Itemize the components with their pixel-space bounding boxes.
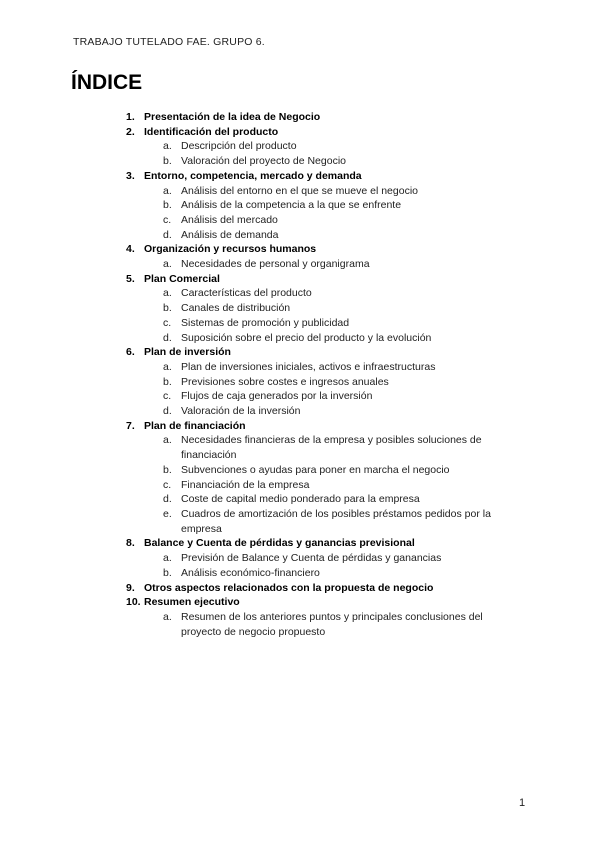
toc-section-title: Plan de inversión xyxy=(144,346,231,359)
toc-section xyxy=(0,595,600,610)
toc-section-title: Plan Comercial xyxy=(144,272,220,285)
toc-subitem xyxy=(0,184,600,199)
toc-subitem xyxy=(0,463,600,478)
toc-subitem-text: Análisis del mercado xyxy=(181,213,278,226)
toc-subitem xyxy=(0,301,600,316)
toc-subitem-letter: c. xyxy=(163,390,172,403)
toc-subitem-letter: d. xyxy=(163,228,172,241)
toc-section xyxy=(0,110,600,125)
toc-subitem xyxy=(0,551,600,566)
toc-section-number: 6. xyxy=(126,346,135,359)
toc-subitem-letter: a. xyxy=(163,184,172,197)
toc-subitem-text: Financiación de la empresa xyxy=(181,478,310,491)
toc-subitem-letter: b. xyxy=(163,155,172,168)
toc-section-title: Entorno, competencia, mercado y demanda xyxy=(144,169,362,182)
toc-subitem xyxy=(0,213,600,228)
toc-section-number: 8. xyxy=(126,537,135,550)
toc-subitem-letter: b. xyxy=(163,302,172,315)
toc-subitem xyxy=(0,389,600,404)
toc-subitem xyxy=(0,139,600,154)
toc-subitem-text: Flujos de caja generados por la inversión xyxy=(181,390,373,403)
page-number: 1 xyxy=(519,797,526,809)
toc-section-title: Balance y Cuenta de pérdidas y ganancias previsional xyxy=(144,537,415,550)
toc-subitem xyxy=(0,404,600,419)
toc-section-title: Otros aspectos relacionados con la propuesta de negocio xyxy=(144,581,434,594)
toc-subitem xyxy=(0,360,600,375)
toc-section-title: Presentación de la idea de Negocio xyxy=(144,111,321,123)
toc-section-number: 4. xyxy=(126,243,135,256)
toc-subitem-letter: d. xyxy=(163,331,172,344)
toc-subitem-text: Análisis del entorno en el que se mueve el negocio xyxy=(181,184,418,197)
toc-subitem-letter: a. xyxy=(163,140,172,153)
toc-subitem-text: Plan de inversiones iniciales, activos e infraestructuras xyxy=(181,360,436,373)
toc-subitem-text: Análisis económico-financiero xyxy=(181,566,320,579)
toc-subitem-letter: a. xyxy=(163,552,172,565)
toc-subitem-text: Necesidades financieras de la empresa y posibles soluciones de financiación xyxy=(181,434,482,462)
toc-subitem xyxy=(0,154,600,169)
toc-section-title: Organización y recursos humanos xyxy=(144,243,317,256)
toc-subitem-text: Valoración de la inversión xyxy=(181,405,301,418)
toc-subitem xyxy=(0,433,600,462)
toc-subitem xyxy=(0,375,600,390)
toc-section xyxy=(0,242,600,257)
toc-subitem xyxy=(0,198,600,213)
toc-subitem xyxy=(0,507,600,536)
toc-subitem-text: Canales de distribución xyxy=(181,302,291,315)
toc-section xyxy=(0,419,600,434)
toc-section xyxy=(0,272,600,287)
toc-subitem xyxy=(0,286,600,301)
toc-subitem-text: Características del producto xyxy=(181,287,312,300)
toc-subitem-letter: b. xyxy=(163,375,172,388)
toc-subitem-letter: c. xyxy=(163,213,172,226)
toc-subitem-letter: b. xyxy=(163,199,172,212)
toc-subitem-text: Previsiones sobre costes e ingresos anuales xyxy=(181,375,389,388)
toc-section xyxy=(0,581,600,596)
toc-subitem xyxy=(0,228,600,243)
toc-subitem-text: Necesidades de personal y organigrama xyxy=(181,258,370,271)
toc-subitem xyxy=(0,257,600,272)
toc-subitem-text: Análisis de la competencia a la que se enfrente xyxy=(181,199,402,212)
toc-subitem-text: Valoración del proyecto de Negocio xyxy=(181,155,346,168)
toc-section-number: 2. xyxy=(126,125,135,138)
toc-section xyxy=(0,536,600,551)
toc-subitem-letter: c. xyxy=(163,316,172,329)
toc-subitem xyxy=(0,610,600,639)
toc-subitem-letter: a. xyxy=(163,610,172,623)
toc-subitem-text: Análisis de demanda xyxy=(181,228,279,241)
toc-section-title: Identificación del producto xyxy=(144,125,279,138)
page-header: TRABAJO TUTELADO FAE. GRUPO 6. xyxy=(73,36,265,48)
toc-subitem-letter: d. xyxy=(163,405,172,418)
toc-subitem-letter: e. xyxy=(163,507,172,520)
toc-section-number: 10. xyxy=(126,596,141,609)
toc-section-number: 3. xyxy=(126,169,135,182)
toc-section xyxy=(0,169,600,184)
toc-section-number: 7. xyxy=(126,419,135,432)
toc-subitem xyxy=(0,478,600,493)
table-of-contents xyxy=(0,110,600,639)
page-title: ÍNDICE xyxy=(71,71,143,94)
toc-subitem-text: Suposición sobre el precio del producto y la evolución xyxy=(181,331,432,344)
toc-subitem-letter: d. xyxy=(163,493,172,506)
toc-subitem-text: Subvenciones o ayudas para poner en marcha el negocio xyxy=(181,463,450,476)
toc-section-number: 1. xyxy=(126,111,135,123)
toc-section-number: 5. xyxy=(126,272,135,285)
toc-subitem-text: Resumen de los anteriores puntos y principales conclusiones del proyecto de negocio propuesto xyxy=(181,610,483,638)
toc-subitem-letter: a. xyxy=(163,287,172,300)
toc-subitem-text: Previsión de Balance y Cuenta de pérdidas y ganancias xyxy=(181,552,442,565)
toc-subitem-letter: a. xyxy=(163,434,172,447)
toc-subitem-text: Cuadros de amortización de los posibles préstamos pedidos por la empresa xyxy=(181,507,491,535)
toc-subitem xyxy=(0,492,600,507)
toc-subitem-text: Sistemas de promoción y publicidad xyxy=(181,316,350,329)
toc-subitem xyxy=(0,316,600,331)
toc-subitem-letter: c. xyxy=(163,478,172,491)
toc-subitem-text: Descripción del producto xyxy=(181,140,297,153)
toc-subitem-letter: a. xyxy=(163,360,172,373)
toc-subitem xyxy=(0,331,600,346)
toc-section xyxy=(0,125,600,140)
toc-section-title: Plan de financiación xyxy=(144,419,246,432)
toc-section-title: Resumen ejecutivo xyxy=(144,596,240,609)
toc-subitem-letter: a. xyxy=(163,258,172,271)
toc-section xyxy=(0,345,600,360)
toc-section-number: 9. xyxy=(126,581,135,594)
toc-subitem-letter: b. xyxy=(163,463,172,476)
toc-subitem-letter: b. xyxy=(163,566,172,579)
toc-subitem xyxy=(0,566,600,581)
toc-subitem-text: Coste de capital medio ponderado para la empresa xyxy=(181,493,420,506)
